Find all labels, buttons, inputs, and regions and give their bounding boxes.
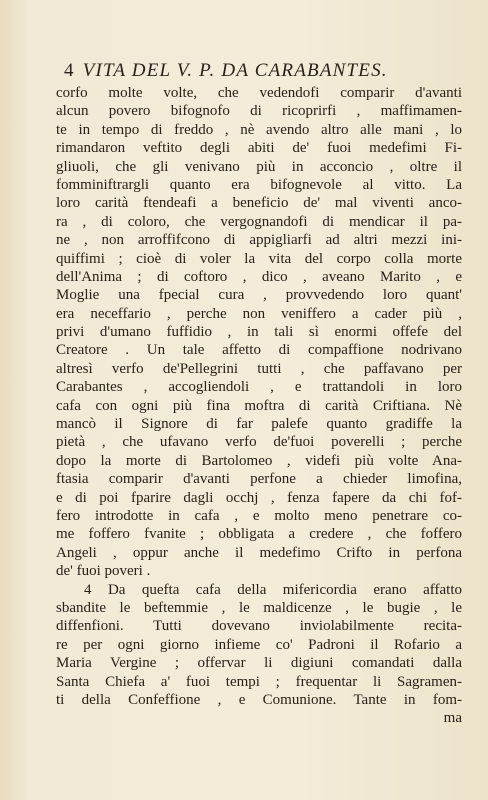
text-line: fero introdotte in cafa , e molto meno penetrare co- [56, 507, 462, 524]
text-line: ma [443, 710, 462, 727]
text-line: privi d'umano fuffidio , in tali sì enormi offefe del [56, 324, 462, 341]
text-line: mancò il Signore di far palefe quanto gradiffe la [56, 416, 462, 433]
text-line: gliuoli, che gli venivano più in acconcio , oltre il [56, 158, 462, 175]
text-line: fomminiftrargli quanto era bifognevole al vitto. La [56, 176, 462, 193]
text-line: Angeli , oppur anche il medefimo Crifto in perfona [56, 544, 462, 561]
running-header [64, 60, 456, 82]
text-line: ftasia comparir d'avanti perfone a chieder limofina, [56, 471, 462, 488]
text-line: Moglie una fpecial cura , provvedendo loro quant' [56, 287, 462, 304]
text-line: ti della Confeffione , e Comunione. Tante in fom- [56, 691, 462, 708]
text-line: quiffimi ; cioè di voler la vita del corpo colla morte [56, 250, 462, 267]
text-line: Santa Chiefa a' fuoi tempi ; frequentar li Sagramen- [56, 673, 462, 690]
text-line: re per ogni giorno infieme co' Padroni il Rofario a [56, 636, 462, 653]
text-line: me foffero fvanite ; obbligata a credere , che foffero [56, 526, 462, 543]
text-line: Maria Vergine ; offervar li digiuni comandati dalla [56, 655, 462, 672]
text-line: e di poi fparire dagli occhj , fenza fapere da chi fof- [56, 489, 462, 506]
page-number: 4 [64, 60, 75, 81]
text-line: ne , non arroffifcono di appigliarfi ad altri mezzi ini- [56, 232, 462, 249]
text-line: rimandaron veftito degli abiti de' fuoi medefimi Fi- [56, 140, 462, 157]
text-line: de' fuoi poveri . [56, 563, 151, 580]
body-text [56, 84, 462, 728]
text-line: dell'Anima ; di coftoro , dico , aveano Marito , e [56, 268, 462, 285]
text-line: corfo molte volte, che vedendofi comparir d'avanti [56, 85, 462, 101]
text-line: diffenfioni. Tutti dovevano inviolabilmente recita- [56, 618, 462, 635]
running-title: VITA DEL V. P. DA CARABANTES. [82, 60, 388, 81]
text-line: loro carità ftendeafi a beneficio de' mal viventi anco- [56, 195, 462, 212]
text-line: pietà , che ufavano verfo de'fuoi poverelli ; perche [56, 434, 462, 451]
text-line: alcun povero bifognofo di ricoprirfi , maffimamen- [56, 103, 462, 120]
text-line: Creatore . Un tale affetto di compaffione nodrivano [56, 342, 462, 359]
text-line: ra , di coloro, che vergognandofi di mendicar il pa- [56, 213, 462, 230]
text-line: altresì verfo de'Pellegrini tutti , che paffavano per [56, 360, 462, 377]
text-line: cafa con ogni più fina moftra di carità Criftiana. Nè [56, 397, 462, 414]
text-line: era neceffario , perche non veniffero a cader più , [56, 305, 462, 322]
text-line: Carabantes , accogliendoli , e trattandoli in loro [56, 379, 462, 396]
text-line: dopo la morte di Bartolomeo , videfi più volte Ana- [56, 452, 462, 469]
text-line: 4 Da quefta cafa della mifericordia erano affatto [84, 581, 462, 598]
text-line: te in tempo di freddo , nè avendo altro alle mani , lo [56, 121, 462, 138]
text-line: sbandite le beftemmie , le maldicenze , le bugie , le [56, 599, 462, 616]
